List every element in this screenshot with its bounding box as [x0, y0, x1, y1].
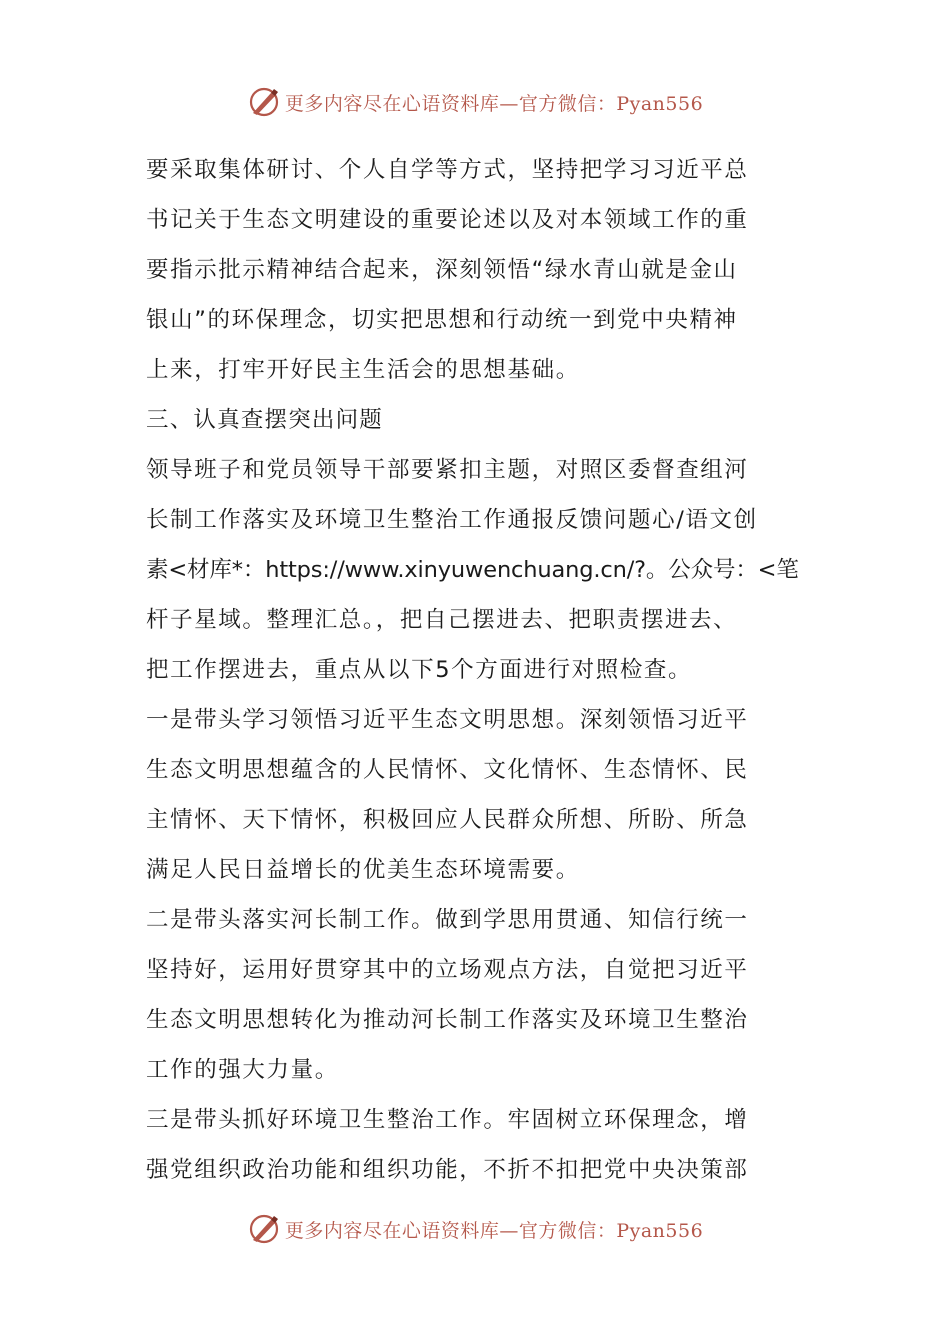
text-line: 领导班子和党员领导干部要紧扣主题，对照区委督查组河 — [146, 457, 749, 483]
section-heading: 三、认真查摆突出问题 — [146, 407, 384, 433]
text-line: 银山”的环保理念，切实把思想和行动统一到党中央精神 — [146, 307, 738, 333]
document-body — [146, 145, 808, 1195]
watermark-text: 更多内容尽在心语资料库—官方微信：Pyan556 — [284, 92, 704, 115]
watermark-text: 更多内容尽在心语资料库—官方微信：Pyan556 — [284, 1219, 704, 1242]
pen-circle-icon — [247, 85, 281, 119]
text-line: 杆子星域。整理汇总。，把自己摆进去、把职责摆进去、 — [146, 607, 738, 633]
text-line: 要指示批示精神结合起来，深刻领悟“绿水青山就是金山 — [146, 257, 738, 283]
text-line: 要采取集体研讨、个人自学等方式，坚持把学习习近平总 — [146, 157, 749, 183]
text-line: 素<材库*：https://www.xinyuwenchuang.cn/?。公众号：<笔 — [146, 557, 799, 583]
text-line: 二是带头落实河长制工作。做到学思用贯通、知信行统一 — [146, 907, 749, 933]
footer-watermark — [0, 1209, 950, 1249]
header-watermark — [0, 82, 950, 122]
text-line: 工作的强大力量。 — [146, 1057, 339, 1083]
text-line: 坚持好，运用好贯穿其中的立场观点方法，自觉把习近平 — [146, 957, 749, 983]
text-line: 三是带头抓好环境卫生整治工作。牢固树立环保理念，增 — [146, 1107, 749, 1133]
text-line: 把工作摆进去，重点从以下5个方面进行对照检查。 — [146, 657, 693, 683]
text-line: 上来，打牢开好民主生活会的思想基础。 — [146, 357, 580, 383]
text-line: 主情怀、天下情怀，积极回应人民群众所想、所盼、所急 — [146, 807, 749, 833]
text-line: 强党组织政治功能和组织功能，不折不扣把党中央决策部 — [146, 1157, 749, 1183]
text-line: 一是带头学习领悟习近平生态文明思想。深刻领悟习近平 — [146, 707, 749, 733]
text-line: 书记关于生态文明建设的重要论述以及对本领域工作的重 — [146, 207, 749, 233]
text-line: 长制工作落实及环境卫生整治工作通报反馈问题心/语文创 — [146, 507, 758, 533]
pen-circle-icon — [247, 1212, 281, 1246]
text-line: 生态文明思想转化为推动河长制工作落实及环境卫生整治 — [146, 1007, 749, 1033]
text-line: 生态文明思想蕴含的人民情怀、文化情怀、生态情怀、民 — [146, 757, 749, 783]
text-line: 满足人民日益增长的优美生态环境需要。 — [146, 857, 580, 883]
